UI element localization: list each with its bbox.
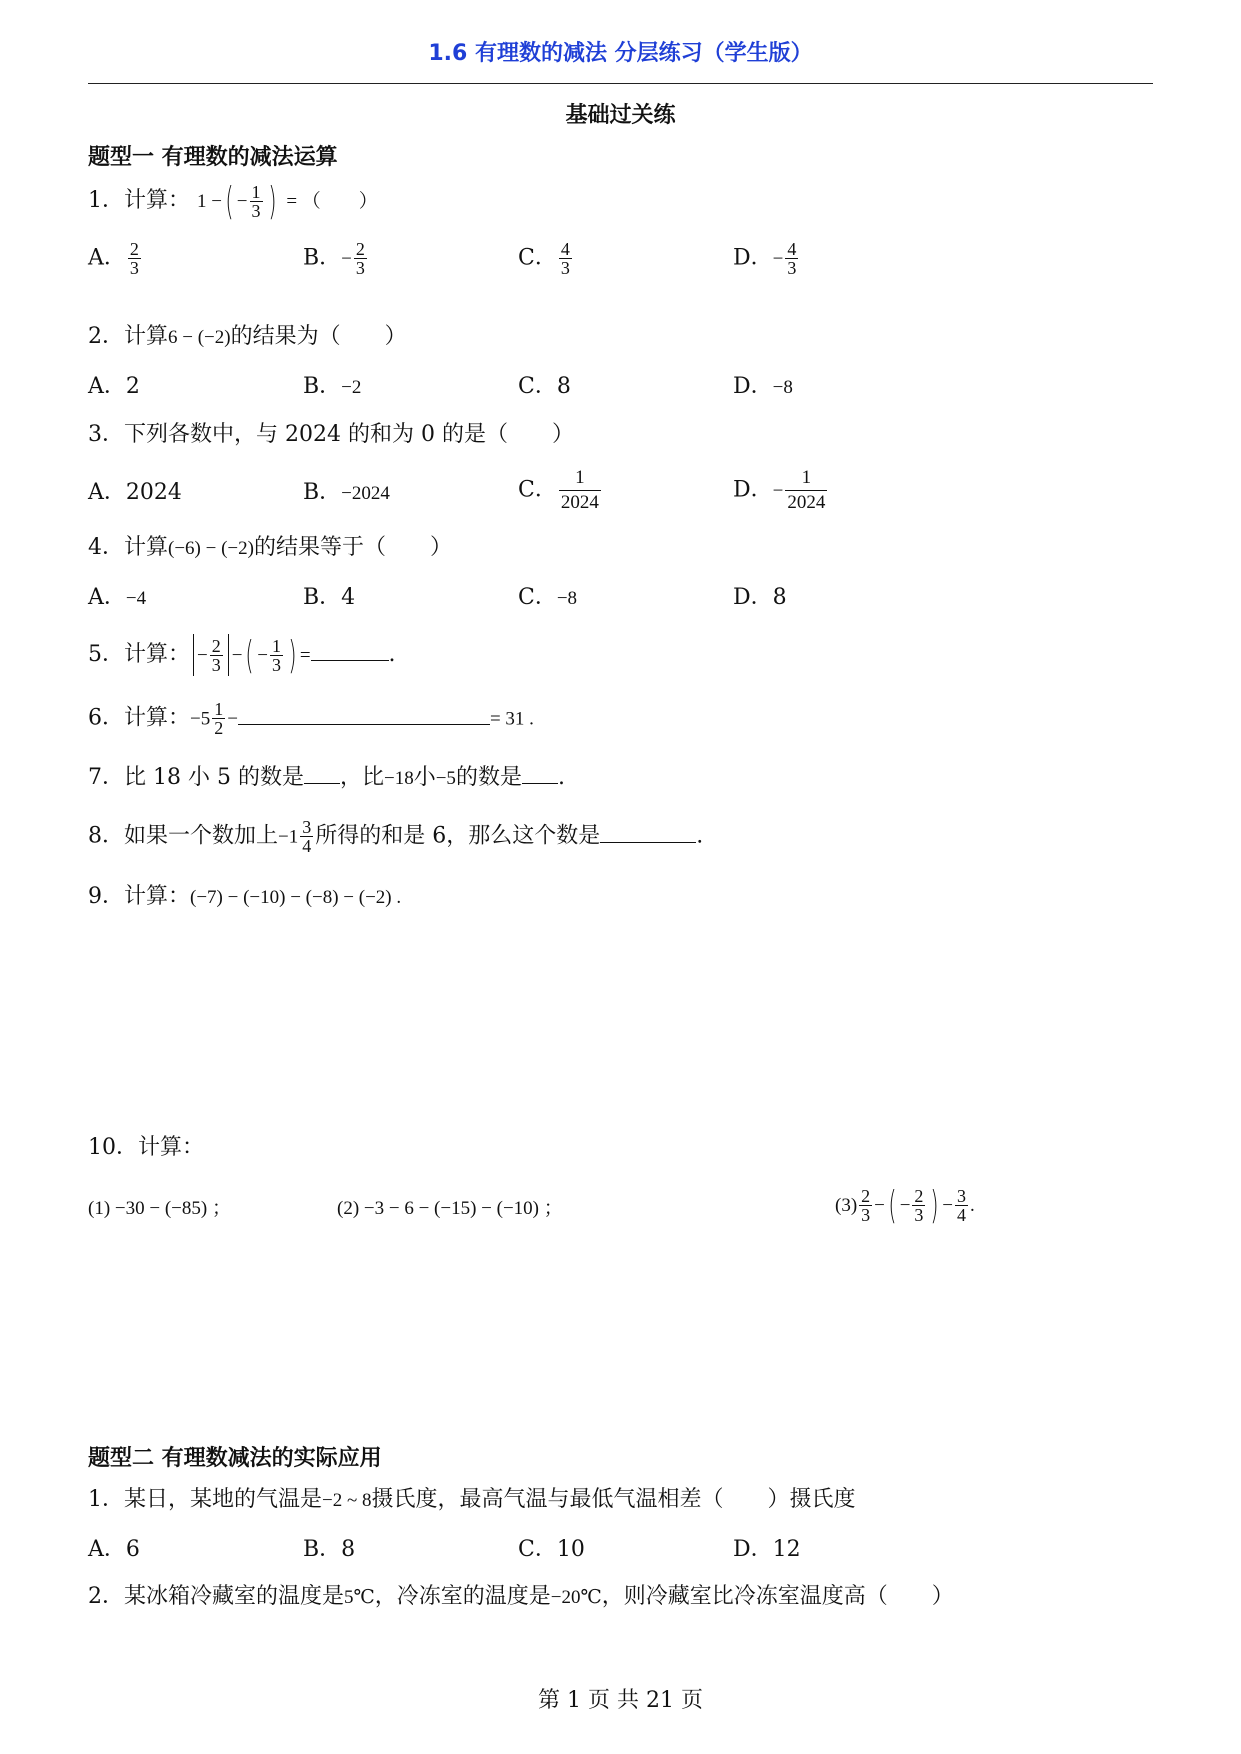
question-10: 10．计算： [88, 1135, 204, 1160]
part2-question-2: 2．某冰箱冷藏室的温度是5℃，冷冻室的温度是−20℃，则冷藏室比冷冻室温度高（ ） [88, 1584, 954, 1609]
question-6: 6．计算：−5 $\frac{1}{2}$ − = 31 . [88, 699, 534, 738]
q2-expr: 6 − (−2) [168, 327, 231, 348]
q5-answer-blank[interactable] [311, 642, 389, 661]
q4-option-a[interactable]: A．−4 [88, 585, 147, 610]
q7-blank-1[interactable] [304, 765, 340, 784]
section-title: 基础过关练 [565, 103, 676, 128]
q6-answer-blank[interactable] [238, 706, 490, 725]
q3-option-a[interactable]: A．2024 [88, 480, 182, 505]
q1-fraction: $\frac{1}{3}$ [251, 181, 261, 221]
q2-option-a[interactable]: A．2 [88, 374, 140, 399]
question-9: 9．计算：(−7) − (−10) − (−8) − (−2) . [88, 884, 402, 909]
p2q1-option-b[interactable]: B．8 [303, 1537, 356, 1562]
q3-option-c[interactable]: C． $\frac{1}{2024}$ [518, 467, 599, 513]
part2-question-1: 1．某日，某地的气温是−2 ~ 8摄氏度，最高气温与最低气温相差（ ）摄氏度 [88, 1487, 856, 1512]
part2-heading: 题型二 有理数减法的实际应用 [88, 1446, 382, 1471]
q4-option-d[interactable]: D．8 [733, 585, 787, 610]
question-4: 4．计算(−6) − (−2)的结果等于（ ） [88, 535, 452, 560]
q1-prefix: 1．计算： [88, 188, 190, 213]
question-2: 2．计算6 − (−2)的结果为（ ） [88, 324, 407, 349]
q2-option-b[interactable]: B．−2 [303, 374, 362, 399]
question-5: 5．计算： − $\frac{2}{3}$ −( − $\frac{1}{3}$ ) = . [88, 633, 396, 677]
p2q1-option-a[interactable]: A．6 [88, 1537, 140, 1562]
q9-expr: (−7) − (−10) − (−8) − (−2) . [190, 887, 402, 908]
page-footer: 第 1 页 共 21 页 [538, 1688, 703, 1713]
question-3: 3．下列各数中，与 2024 的和为 0 的是（ ） [88, 422, 574, 447]
q7-blank-2[interactable] [522, 765, 558, 784]
q4-expr: (−6) − (−2) [168, 538, 254, 559]
question-1: 1．计算： 1 −( − $\frac{1}{3}$ ) = （ ） [88, 179, 378, 223]
document-title: 1.6 有理数的减法 分层练习（学生版） [428, 41, 813, 66]
q1-option-d[interactable]: D．− $\frac{4}{3}$ [733, 239, 797, 278]
q1-suffix: = （ ） [286, 191, 378, 212]
q10-part-2: (2) −3 − 6 − (−15) − (−10) ； [337, 1198, 563, 1219]
question-8: 8．如果一个数加上−1 $\frac{3}{4}$ 所得的和是 6，那么这个数是 . [88, 817, 704, 856]
q1-expr-start: 1 − [197, 191, 222, 212]
q10-part-3: (3) $\frac{2}{3}$ −( − $\frac{2}{3}$ ) − $\frac{3}{4}$ . [835, 1183, 975, 1227]
q4-option-c[interactable]: C．−8 [518, 585, 578, 610]
p2q1-option-c[interactable]: C．10 [518, 1537, 585, 1562]
q8-answer-blank[interactable] [600, 824, 696, 843]
q2-option-c[interactable]: C．8 [518, 374, 571, 399]
p2q1-option-d[interactable]: D．12 [733, 1537, 801, 1562]
q10-part-1: (1) −30 − (−85) ； [88, 1198, 231, 1219]
q1-option-a[interactable]: A． $\frac{2}{3}$ [88, 239, 139, 278]
q2-option-d[interactable]: D．−8 [733, 374, 793, 399]
question-7: 7．比 18 小 5 的数是 ，比−18小−5的数是 . [88, 765, 565, 790]
q3-option-d[interactable]: D．− $\frac{1}{2024}$ [733, 467, 826, 513]
q3-option-b[interactable]: B．−2024 [303, 480, 390, 505]
part1-heading: 题型一 有理数的减法运算 [88, 145, 338, 170]
q4-option-b[interactable]: B．4 [303, 585, 356, 610]
q1-option-b[interactable]: B．− $\frac{2}{3}$ [303, 239, 365, 278]
header-rule [88, 83, 1153, 84]
q1-option-c[interactable]: C． $\frac{4}{3}$ [518, 239, 570, 278]
